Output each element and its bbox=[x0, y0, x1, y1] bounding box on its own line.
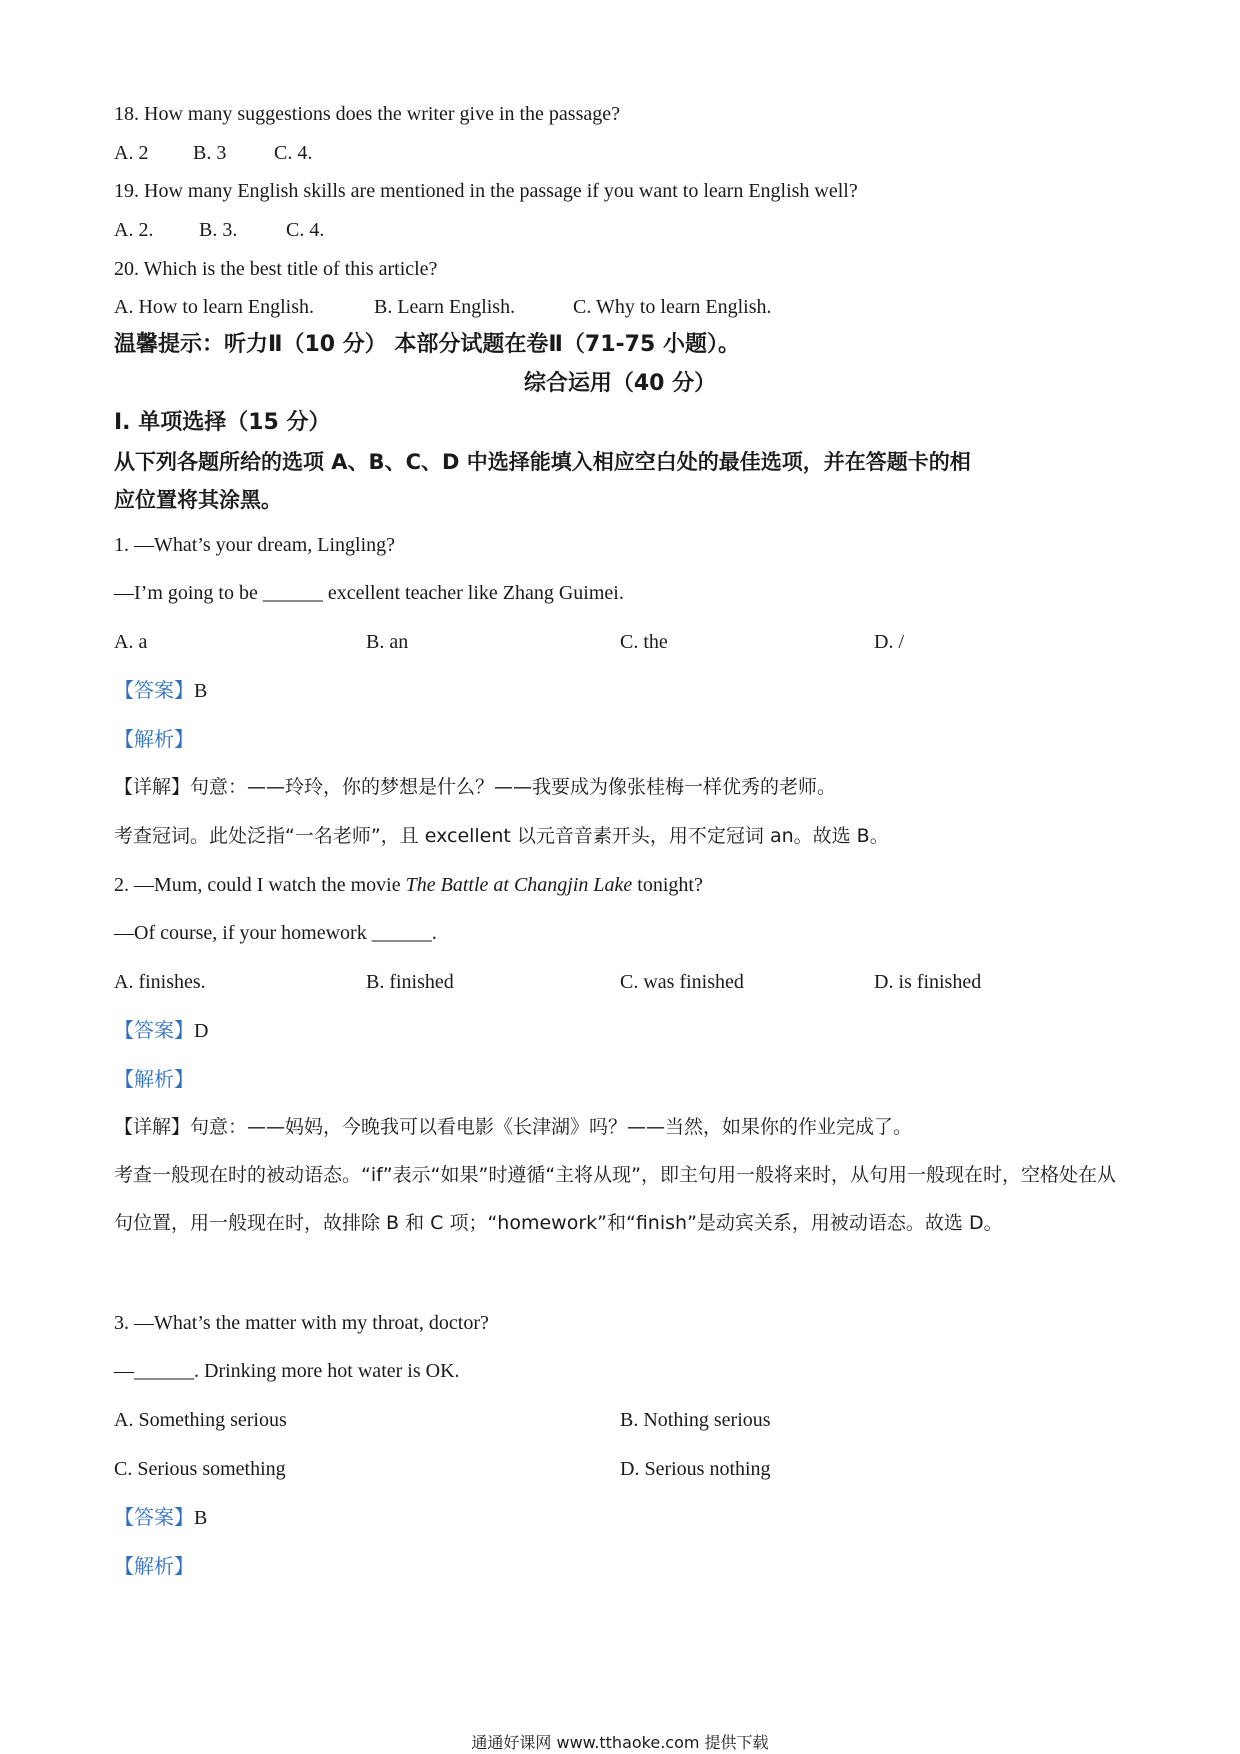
question-19-option-c: C. 4. bbox=[286, 219, 325, 241]
question-2-detail bbox=[114, 1114, 912, 1140]
question-3-line-2: —______. Drinking more hot water is OK. bbox=[114, 1360, 460, 1382]
question-1-option-c: C. the bbox=[620, 631, 668, 653]
question-2-option-d: D. is finished bbox=[874, 971, 982, 993]
question-20-option-b: B. Learn English. bbox=[374, 296, 516, 318]
question-20-stem: 20. Which is the best title of this article? bbox=[114, 258, 438, 280]
question-1-option-d: D. / bbox=[874, 631, 904, 653]
question-18-stem: 18. How many suggestions does the writer give in the passage? bbox=[114, 103, 621, 125]
question-3-option-c: C. Serious something bbox=[114, 1458, 286, 1480]
answer-value: D bbox=[194, 1020, 209, 1042]
question-3-line-1: 3. —What’s the matter with my throat, doctor? bbox=[114, 1312, 489, 1334]
question-2-option-b: B. finished bbox=[366, 971, 454, 993]
detail-tag: 【详解】 bbox=[114, 776, 191, 798]
listening-tip: 温馨提示：听力Ⅱ（10 分） 本部分试题在卷Ⅱ（71-75 小题）。 bbox=[114, 332, 740, 357]
question-2-option-a: A. finishes. bbox=[114, 971, 206, 993]
question-2-analysis-tag: 【解析】 bbox=[114, 1067, 194, 1091]
question-3-answer bbox=[114, 1504, 207, 1531]
detail-tag: 【详解】 bbox=[114, 1116, 191, 1138]
instruction-line-2: 应位置将其涂黑。 bbox=[114, 488, 282, 512]
answer-tag: 【答案】 bbox=[114, 678, 194, 702]
question-2-stem-post: tonight? bbox=[632, 874, 703, 896]
question-18-option-b: B. 3 bbox=[193, 142, 227, 164]
question-20-option-a: A. How to learn English. bbox=[114, 296, 314, 318]
answer-tag: 【答案】 bbox=[114, 1505, 194, 1529]
question-2-answer bbox=[114, 1017, 208, 1044]
question-1-line-2: —I’m going to be ______ excellent teacher like Zhang Guimei. bbox=[114, 582, 624, 604]
question-1-detail bbox=[114, 774, 836, 800]
movie-title: The Battle at Changjin Lake bbox=[405, 874, 633, 896]
instruction-line-1: 从下列各题所给的选项 A、B、C、D 中选择能填入相应空白处的最佳选项，并在答题卡的相 bbox=[114, 450, 971, 474]
answer-value: B bbox=[194, 1507, 208, 1529]
detail-text: 句意：——妈妈，今晚我可以看电影《长津湖》吗？——当然，如果你的作业完成了。 bbox=[190, 1116, 913, 1138]
section-title: 综合运用（40 分） bbox=[523, 371, 717, 396]
question-19-option-b: B. 3. bbox=[199, 219, 238, 241]
question-1-answer bbox=[114, 677, 207, 704]
question-2-stem-pre: 2. —Mum, could I watch the movie bbox=[114, 874, 406, 896]
question-20-option-c: C. Why to learn English. bbox=[573, 296, 772, 318]
detail-text: 句意：——玲玲，你的梦想是什么？——我要成为像张桂梅一样优秀的老师。 bbox=[190, 776, 837, 798]
question-1-option-a: A. a bbox=[114, 631, 148, 653]
question-3-option-a: A. Something serious bbox=[114, 1409, 287, 1431]
question-3-option-d: D. Serious nothing bbox=[620, 1458, 771, 1480]
answer-value: B bbox=[194, 680, 208, 702]
question-1-analysis-tag: 【解析】 bbox=[114, 727, 194, 751]
question-2-option-c: C. was finished bbox=[620, 971, 744, 993]
question-1-explanation: 考查冠词。此处泛指“一名老师”，且 excellent 以元音音素开头，用不定冠词 an。故选 B。 bbox=[114, 825, 889, 847]
question-18-option-a: A. 2 bbox=[114, 142, 149, 164]
question-2-line-1 bbox=[114, 872, 703, 898]
question-2-line-2: —Of course, if your homework ______. bbox=[114, 922, 437, 944]
question-1-line-1: 1. —What’s your dream, Lingling? bbox=[114, 534, 396, 556]
answer-tag: 【答案】 bbox=[114, 1018, 194, 1042]
question-3-analysis-tag: 【解析】 bbox=[114, 1554, 194, 1578]
part-1-title: Ⅰ. 单项选择（15 分） bbox=[114, 410, 331, 435]
question-2-explanation: 考查一般现在时的被动语态。“if”表示“如果”时遵循“主将从现”，即主句用一般将来时，从句用一般现在时，空格处在从句位置，用一般现在时，故排除 B 和 C 项；“homework”和“finish”是动宾关系，用被动语态。故选 D。 bbox=[114, 1164, 1117, 1234]
question-19-stem: 19. How many English skills are mentioned in the passage if you want to learn English well? bbox=[114, 180, 858, 202]
question-18-option-c: C. 4. bbox=[274, 142, 313, 164]
page-footer: 通通好课网 www.tthaoke.com 提供下载 bbox=[471, 1733, 769, 1752]
question-19-option-a: A. 2. bbox=[114, 219, 154, 241]
question-3-option-b: B. Nothing serious bbox=[620, 1409, 771, 1431]
question-1-option-b: B. an bbox=[366, 631, 409, 653]
